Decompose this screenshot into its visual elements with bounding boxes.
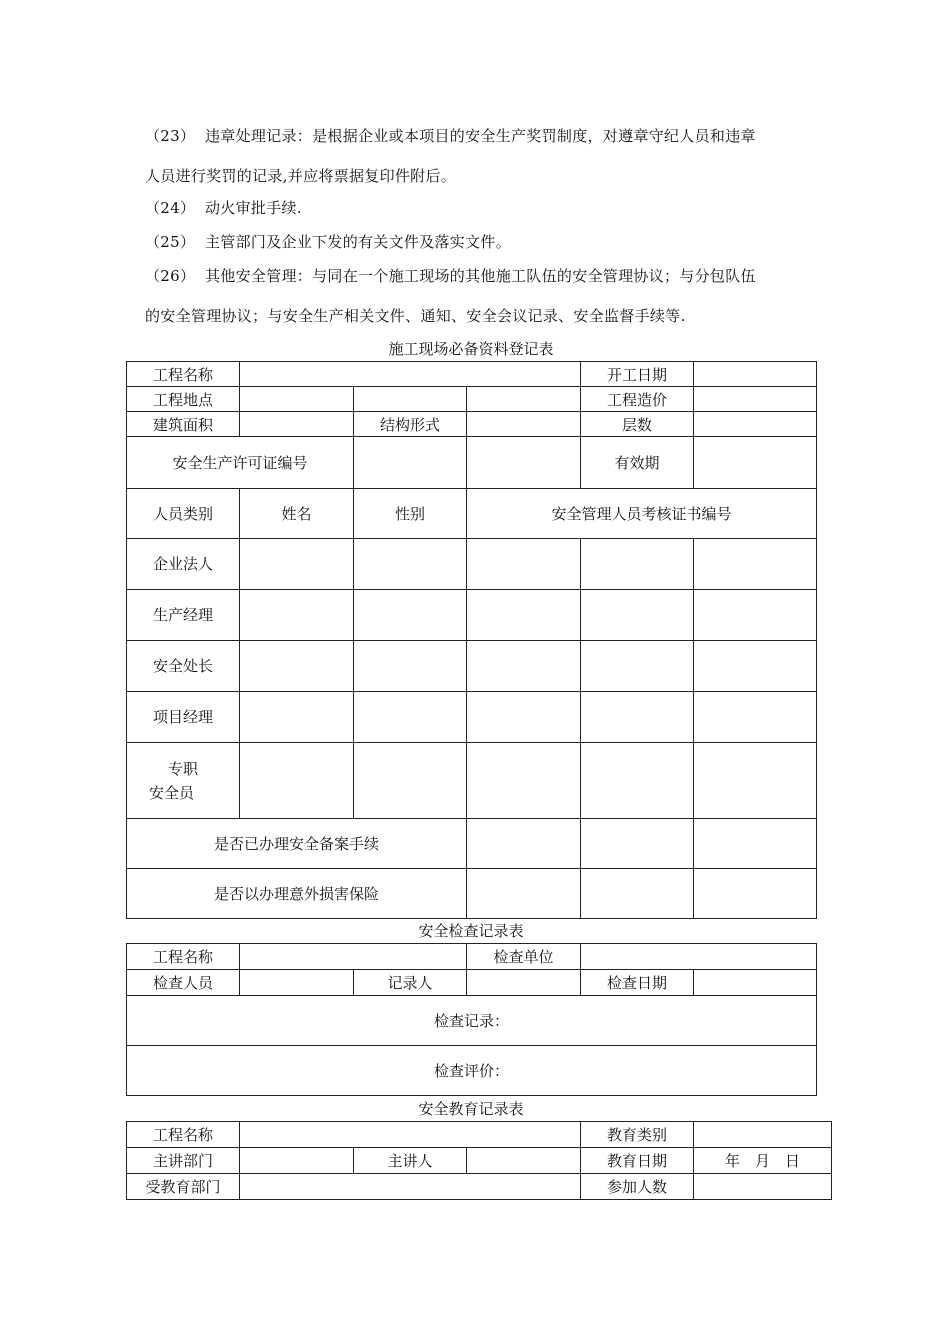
paragraph-text: 违章处理记录：是根据企业或本项目的安全生产奖罚制度，对遵章守纪人员和违章 — [205, 127, 756, 145]
table-row — [127, 1148, 832, 1174]
project-name-label: 工程名称 — [127, 362, 240, 387]
role-label: 安全处长 — [127, 641, 240, 692]
lecture-department-label: 主讲部门 — [127, 1148, 240, 1174]
education-date-label: 教育日期 — [581, 1148, 694, 1174]
paragraph-number: （23） — [145, 127, 196, 145]
project-name-label: 工程名称 — [127, 1122, 240, 1148]
role-label: 项目经理 — [127, 692, 240, 743]
trainee-department-label: 受教育部门 — [127, 1174, 240, 1200]
paragraph-26 — [145, 256, 825, 336]
table-row — [127, 362, 817, 387]
structure-type-label: 结构形式 — [354, 412, 467, 437]
table-row — [127, 590, 817, 641]
inspection-date-cell[interactable] — [694, 970, 817, 996]
role-label: 生产经理 — [127, 590, 240, 641]
table-cell[interactable] — [581, 641, 694, 692]
table-cell[interactable] — [240, 743, 354, 819]
paragraph-line — [145, 116, 825, 156]
table3-caption: 安全教育记录表 — [418, 1100, 524, 1118]
table-row — [127, 539, 817, 590]
inspection-record-field[interactable]: 检查记录： — [127, 996, 817, 1046]
table-row — [127, 641, 817, 692]
table-cell[interactable] — [354, 590, 467, 641]
project-name-cell[interactable] — [240, 362, 581, 387]
table-cell[interactable] — [467, 590, 581, 641]
recorder-label: 记录人 — [354, 970, 467, 996]
building-area-cell[interactable] — [240, 412, 354, 437]
paragraph-text: 其他安全管理：与同在一个施工现场的其他施工队伍的安全管理协议；与分包队伍 — [205, 267, 756, 285]
gender-header: 性别 — [354, 489, 467, 539]
table-row — [127, 1046, 817, 1096]
table-cell[interactable] — [354, 641, 467, 692]
safety-license-label: 安全生产许可证编号 — [127, 437, 354, 489]
safety-license-cell[interactable] — [354, 437, 467, 489]
filing-done-label: 是否已办理安全备案手续 — [127, 819, 467, 869]
safety-inspection-table — [126, 943, 817, 1096]
inspection-unit-label: 检查单位 — [467, 944, 581, 970]
paragraph-text: 人员进行奖罚的记录,并应将票据复印件附后。 — [145, 167, 457, 185]
paragraph-number: （24） — [145, 199, 196, 217]
role-label: 企业法人 — [127, 539, 240, 590]
site-records-table — [126, 361, 817, 919]
lecture-department-cell[interactable] — [240, 1148, 354, 1174]
education-type-label: 教育类别 — [581, 1122, 694, 1148]
table-cell[interactable] — [467, 819, 581, 869]
table-cell[interactable] — [240, 692, 354, 743]
table-cell[interactable] — [467, 743, 581, 819]
project-cost-cell[interactable] — [694, 387, 817, 412]
cert-no-header: 安全管理人员考核证书编号 — [467, 489, 817, 539]
project-location-cell[interactable] — [467, 387, 581, 412]
table-cell[interactable] — [581, 590, 694, 641]
floors-cell[interactable] — [694, 412, 817, 437]
table-row — [127, 387, 817, 412]
table-row — [127, 819, 817, 869]
table-cell[interactable] — [694, 819, 817, 869]
table-row — [127, 944, 817, 970]
table-row — [127, 489, 817, 539]
insurance-done-label: 是否以办理意外损害保险 — [127, 869, 467, 919]
building-area-label: 建筑面积 — [127, 412, 240, 437]
table-row — [127, 692, 817, 743]
table-cell[interactable] — [694, 641, 817, 692]
role-label-line: 专职 — [167, 759, 198, 778]
safety-education-table — [126, 1121, 832, 1200]
paragraph-text: 主管部门及企业下发的有关文件及落实文件。 — [205, 233, 512, 251]
table-cell[interactable] — [694, 743, 817, 819]
recorder-cell[interactable] — [467, 970, 581, 996]
table-row — [127, 743, 817, 819]
table-cell[interactable] — [581, 743, 694, 819]
inspection-date-label: 检查日期 — [581, 970, 694, 996]
table-row — [127, 1122, 832, 1148]
table-row — [127, 970, 817, 996]
table-cell[interactable] — [581, 692, 694, 743]
table-cell[interactable] — [694, 692, 817, 743]
table-cell[interactable] — [354, 692, 467, 743]
table-row — [127, 437, 817, 489]
paragraph-23 — [145, 116, 825, 196]
table-row — [127, 1174, 832, 1200]
personnel-type-header: 人员类别 — [127, 489, 240, 539]
table-cell[interactable] — [240, 641, 354, 692]
table2-caption: 安全检查记录表 — [418, 922, 524, 940]
project-location-label: 工程地点 — [127, 387, 240, 412]
table-cell[interactable] — [467, 539, 581, 590]
role-label-safety-officer — [127, 743, 240, 819]
inspectors-cell[interactable] — [240, 970, 354, 996]
validity-label: 有效期 — [581, 437, 694, 489]
project-name-cell[interactable] — [240, 944, 467, 970]
project-location-cell[interactable] — [354, 387, 467, 412]
table-cell[interactable] — [354, 539, 467, 590]
name-header: 姓名 — [240, 489, 354, 539]
structure-type-cell[interactable] — [467, 412, 581, 437]
participants-cell[interactable] — [694, 1174, 832, 1200]
education-date-cell[interactable]: 年 月 日 — [694, 1148, 832, 1174]
table-row — [127, 869, 817, 919]
paragraph-text: 动火审批手续. — [205, 199, 302, 217]
start-date-label: 开工日期 — [581, 362, 694, 387]
lecturer-cell[interactable] — [467, 1148, 581, 1174]
paragraph-line — [145, 296, 825, 336]
start-date-cell[interactable] — [694, 362, 817, 387]
table-cell[interactable] — [354, 743, 467, 819]
table-cell[interactable] — [694, 590, 817, 641]
inspection-evaluation-field[interactable]: 检查评价： — [127, 1046, 817, 1096]
paragraph-number: （26） — [145, 267, 196, 285]
table1-caption: 施工现场必备资料登记表 — [388, 340, 554, 358]
table-cell[interactable] — [694, 869, 817, 919]
paragraph-line — [145, 256, 825, 296]
lecturer-label: 主讲人 — [354, 1148, 467, 1174]
table-row — [127, 412, 817, 437]
floors-label: 层数 — [581, 412, 694, 437]
table-cell[interactable] — [467, 641, 581, 692]
role-label-line: 安全员 — [149, 783, 195, 802]
table-cell[interactable] — [694, 539, 817, 590]
inspectors-label: 检查人员 — [127, 970, 240, 996]
table-cell[interactable] — [581, 819, 694, 869]
paragraph-text: 的安全管理协议；与安全生产相关文件、通知、安全会议记录、安全监督手续等. — [145, 307, 686, 325]
table-cell[interactable] — [240, 590, 354, 641]
table-row — [127, 996, 817, 1046]
inspection-unit-cell[interactable] — [581, 944, 817, 970]
table-cell[interactable] — [467, 692, 581, 743]
validity-cell[interactable] — [694, 437, 817, 489]
table-cell[interactable] — [467, 869, 581, 919]
table-cell[interactable] — [240, 539, 354, 590]
project-cost-label: 工程造价 — [581, 387, 694, 412]
project-name-cell[interactable] — [240, 1122, 581, 1148]
trainee-department-cell[interactable] — [240, 1174, 581, 1200]
participants-label: 参加人数 — [581, 1174, 694, 1200]
safety-license-cell[interactable] — [467, 437, 581, 489]
table-cell[interactable] — [581, 869, 694, 919]
education-type-cell[interactable] — [694, 1122, 832, 1148]
project-location-cell[interactable] — [240, 387, 354, 412]
table-cell[interactable] — [581, 539, 694, 590]
project-name-label: 工程名称 — [127, 944, 240, 970]
paragraph-number: （25） — [145, 233, 196, 251]
